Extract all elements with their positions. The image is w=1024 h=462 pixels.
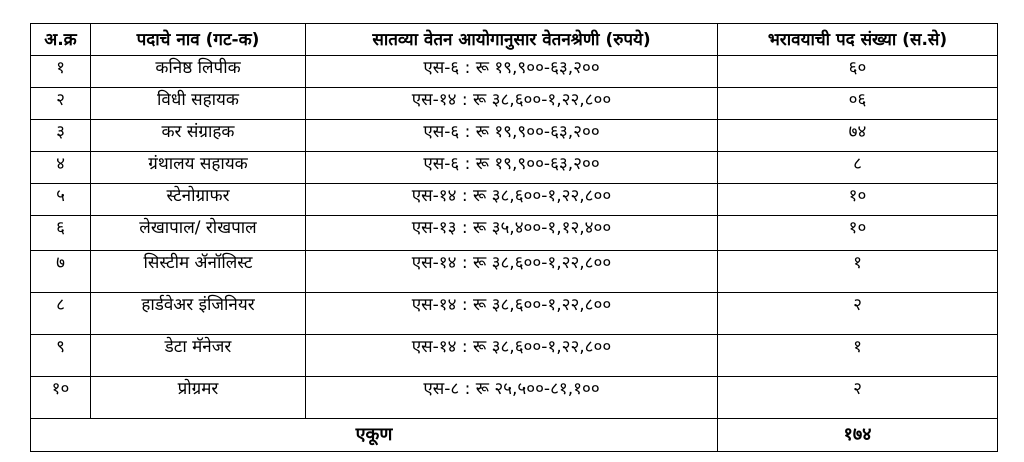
- cell-post-name: लेखापाल/ रोखपाल: [91, 216, 306, 251]
- cell-pay-scale: एस-१४ : रू ३८,६००-१,२२,८००: [306, 293, 718, 335]
- table-row: [31, 216, 998, 251]
- header-row: [31, 24, 998, 56]
- header-vacancies: भरावयाची पद संख्या (स.से): [718, 24, 998, 56]
- table-row: [31, 120, 998, 152]
- cell-post-name: स्टेनोग्राफर: [91, 184, 306, 216]
- table-header: [31, 24, 998, 56]
- cell-vacancies: १०: [718, 184, 998, 216]
- cell-vacancies: १०: [718, 216, 998, 251]
- cell-post-name: सिस्टीम ॲनॉलिस्ट: [91, 251, 306, 293]
- table-body: [31, 56, 998, 452]
- cell-serial: ७: [31, 251, 91, 293]
- cell-pay-scale: एस-१४ : रू ३८,६००-१,२२,८००: [306, 184, 718, 216]
- table-row: [31, 377, 998, 419]
- total-row: [31, 419, 998, 452]
- cell-post-name: हार्डवेअर इंजिनियर: [91, 293, 306, 335]
- cell-post-name: विधी सहायक: [91, 88, 306, 120]
- table-row: [31, 56, 998, 88]
- table-row: [31, 335, 998, 377]
- total-label: एकूण: [31, 419, 718, 452]
- cell-vacancies: १: [718, 251, 998, 293]
- cell-post-name: ग्रंथालय सहायक: [91, 152, 306, 184]
- cell-pay-scale: एस-६ : रू १९,९००-६३,२००: [306, 152, 718, 184]
- cell-pay-scale: एस-१४ : रू ३८,६००-१,२२,८००: [306, 335, 718, 377]
- cell-pay-scale: एस-८ : रू २५,५००-८१,१००: [306, 377, 718, 419]
- cell-serial: २: [31, 88, 91, 120]
- cell-post-name: डेटा मॅनेजर: [91, 335, 306, 377]
- cell-post-name: कनिष्ठ लिपीक: [91, 56, 306, 88]
- cell-pay-scale: एस-६ : रू १९,९००-६३,२००: [306, 120, 718, 152]
- cell-pay-scale: एस-१४ : रू ३८,६००-१,२२,८००: [306, 88, 718, 120]
- cell-vacancies: ०६: [718, 88, 998, 120]
- header-serial: अ.क्र: [31, 24, 91, 56]
- cell-serial: ३: [31, 120, 91, 152]
- table-row: [31, 88, 998, 120]
- cell-vacancies: ७४: [718, 120, 998, 152]
- cell-serial: ८: [31, 293, 91, 335]
- cell-serial: ९: [31, 335, 91, 377]
- cell-serial: ५: [31, 184, 91, 216]
- cell-vacancies: १: [718, 335, 998, 377]
- cell-post-name: प्रोग्रमर: [91, 377, 306, 419]
- header-post-name: पदाचे नाव (गट-क): [91, 24, 306, 56]
- cell-serial: १: [31, 56, 91, 88]
- cell-vacancies: २: [718, 293, 998, 335]
- table-row: [31, 184, 998, 216]
- cell-serial: ६: [31, 216, 91, 251]
- table-row: [31, 251, 998, 293]
- table-row: [31, 293, 998, 335]
- cell-vacancies: ६०: [718, 56, 998, 88]
- cell-pay-scale: एस-६ : रू १९,९००-६३,२००: [306, 56, 718, 88]
- cell-pay-scale: एस-१३ : रू ३५,४००-१,१२,४००: [306, 216, 718, 251]
- cell-vacancies: ८: [718, 152, 998, 184]
- table-row: [31, 152, 998, 184]
- vacancy-table: [30, 23, 998, 452]
- cell-vacancies: २: [718, 377, 998, 419]
- cell-serial: १०: [31, 377, 91, 419]
- cell-pay-scale: एस-१४ : रू ३८,६००-१,२२,८००: [306, 251, 718, 293]
- total-value: १७४: [718, 419, 998, 452]
- cell-post-name: कर संग्राहक: [91, 120, 306, 152]
- cell-serial: ४: [31, 152, 91, 184]
- header-pay-scale: सातव्या वेतन आयोगानुसार वेतनश्रेणी (रुपये): [306, 24, 718, 56]
